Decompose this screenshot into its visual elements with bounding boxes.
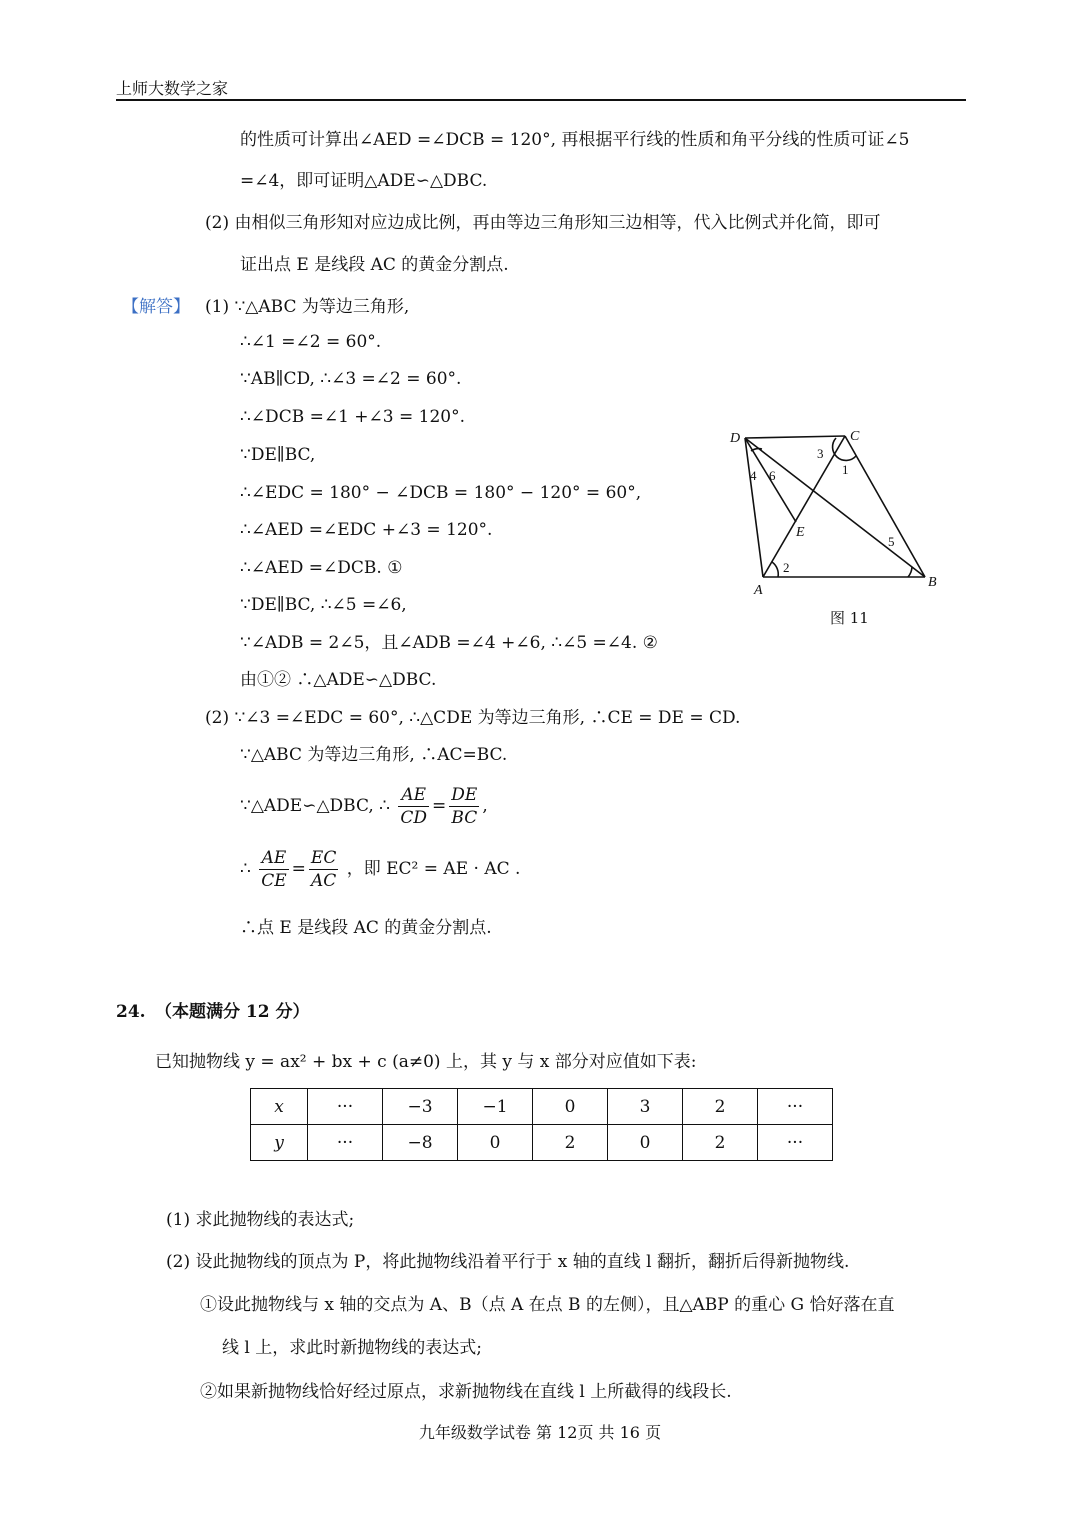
angle-label-3: 3 — [817, 446, 824, 461]
solution-label: 【解答】 — [122, 297, 190, 317]
segment-ad — [745, 438, 763, 577]
point-label-d: D — [730, 431, 741, 446]
table-cell: −3 — [383, 1089, 458, 1125]
segment-cb — [845, 436, 925, 577]
question-part-2-2: ②如果新抛物线恰好经过原点，求新抛物线在直线 l 上所截得的线段长. — [200, 1382, 732, 1402]
fraction-numerator: EC — [310, 848, 337, 868]
geometry-figure — [720, 422, 950, 602]
segment-dc — [745, 436, 845, 438]
fraction — [449, 784, 479, 829]
fraction-denominator: BC — [451, 808, 478, 828]
point-label-a: A — [754, 583, 763, 598]
analysis-line-3: (2) 由相似三角形知对应边成比例，再由等边三角形知三边相等，代入比例式并化简，即可 — [205, 213, 881, 233]
fraction-denominator: AC — [310, 871, 337, 891]
table-cell: ··· — [758, 1089, 833, 1125]
angle-arc-a — [772, 562, 778, 577]
analysis-line-1: 的性质可计算出∠AED =∠DCB = 120°, 再根据平行线的性质和角平分线的性质可证∠5 — [240, 130, 910, 150]
point-label-c: C — [850, 429, 860, 444]
table-cell: 2 — [683, 1125, 758, 1161]
solution-step: ∴∠1 =∠2 = 60°. — [240, 332, 382, 352]
fraction-denominator: CE — [261, 871, 287, 891]
fraction-numerator: AE — [398, 784, 429, 807]
figure-caption: 图 11 — [830, 609, 869, 627]
question-part-1: (1) 求此抛物线的表达式; — [166, 1210, 355, 1230]
solution-step: ∵DE∥BC, ∴∠5 =∠6, — [240, 595, 407, 615]
page-header-title: 上师大数学之家 — [116, 79, 229, 98]
solution-step: ∵∠ADB = 2∠5，且∠ADB =∠4 +∠6, ∴∠5 =∠4. ② — [240, 633, 658, 653]
analysis-line-4: 证出点 E 是线段 AC 的黄金分割点. — [240, 255, 509, 275]
table-cell: ··· — [308, 1125, 383, 1161]
angle-arc-b — [908, 567, 912, 577]
angle-label-6: 6 — [769, 468, 776, 483]
fraction — [398, 784, 429, 829]
proportion-prefix: ∴ — [240, 859, 251, 879]
question-part-2-1b: 线 l 上，求此时新抛物线的表达式; — [222, 1338, 482, 1358]
table-cell: −8 — [383, 1125, 458, 1161]
table-cell: 2 — [533, 1125, 608, 1161]
table-cell: ··· — [308, 1089, 383, 1125]
table-cell: 3 — [608, 1089, 683, 1125]
solution-step: ∴∠AED =∠DCB. ① — [240, 558, 403, 578]
header-divider — [116, 99, 966, 101]
analysis-line-2: =∠4，即可证明△ADE∽△DBC. — [240, 171, 488, 191]
fraction — [259, 847, 288, 892]
table-row-y — [251, 1125, 833, 1161]
solution-step: 由①② ∴△ADE∽△DBC. — [240, 670, 437, 690]
question-intro: 已知抛物线 y = ax² + bx + c (a≠0) 上，其 y 与 x 部分对应值如下表: — [155, 1052, 697, 1072]
solution-step: ∴∠EDC = 180° − ∠DCB = 180° − 120° = 60°, — [240, 483, 642, 503]
angle-label-1: 1 — [842, 462, 849, 477]
segment-db — [745, 438, 925, 577]
proportion-prefix: ∵△ADE∽△DBC, ∴ — [240, 796, 390, 816]
table-cell: 0 — [533, 1089, 608, 1125]
table-header-x: x — [251, 1089, 308, 1125]
solution-step: ∴∠AED =∠EDC +∠3 = 120°. — [240, 520, 493, 540]
angle-label-5: 5 — [888, 534, 895, 549]
question-points: （本题满分 12 分） — [155, 1002, 310, 1022]
table-cell: 2 — [683, 1089, 758, 1125]
fraction-numerator: DE — [451, 785, 478, 805]
solution-proportion-1: ∵△ADE∽△DBC, ∴ $\frac{AE}{CD}$ = $\frac{DE}{BC}$ , — [240, 785, 488, 828]
table-cell: −1 — [458, 1089, 533, 1125]
value-table — [250, 1088, 833, 1161]
table-cell: 0 — [458, 1125, 533, 1161]
question-part-2: (2) 设此抛物线的顶点为 P，将此抛物线沿着平行于 x 轴的直线 l 翻折，翻折后得新抛物线. — [166, 1252, 850, 1272]
angle-label-2: 2 — [783, 560, 790, 575]
fraction-denominator: CD — [400, 808, 428, 828]
proportion-suffix: ，即 EC² = AE · AC . — [346, 859, 521, 879]
point-label-b: B — [928, 575, 937, 590]
solution-step: ∵AB∥CD, ∴∠3 =∠2 = 60°. — [240, 369, 462, 389]
fraction-numerator: AE — [259, 847, 288, 870]
fraction — [309, 847, 338, 892]
table-row-x — [251, 1089, 833, 1125]
solution-conclusion: ∴点 E 是线段 AC 的黄金分割点. — [240, 918, 492, 938]
table-cell: ··· — [758, 1125, 833, 1161]
table-header-y: y — [251, 1125, 308, 1161]
table-cell: 0 — [608, 1125, 683, 1161]
solution-part2-head: (2) ∵∠3 =∠EDC = 60°, ∴△CDE 为等边三角形, ∴CE = DE = CD. — [205, 708, 741, 728]
solution-part1-head: (1) ∵△ABC 为等边三角形, — [205, 297, 410, 317]
solution-step: ∵DE∥BC, — [240, 445, 316, 465]
question-number: 24. — [116, 1002, 146, 1022]
solution-step: ∵△ABC 为等边三角形, ∴AC=BC. — [240, 745, 508, 765]
question-part-2-1a: ①设此抛物线与 x 轴的交点为 A、B（点 A 在点 B 的左侧），且△ABP 的重心 G 恰好落在直 — [200, 1295, 895, 1315]
solution-step: ∴∠DCB =∠1 +∠3 = 120°. — [240, 407, 466, 427]
point-label-e: E — [796, 525, 805, 540]
page-footer: 九年级数学试卷 第 12页 共 16 页 — [418, 1423, 662, 1442]
angle-label-4: 4 — [750, 468, 757, 483]
solution-proportion-2: ∴ $\frac{AE}{CE}$ = $\frac{EC}{AC}$ ，即 EC² = AE · AC . — [240, 848, 521, 891]
